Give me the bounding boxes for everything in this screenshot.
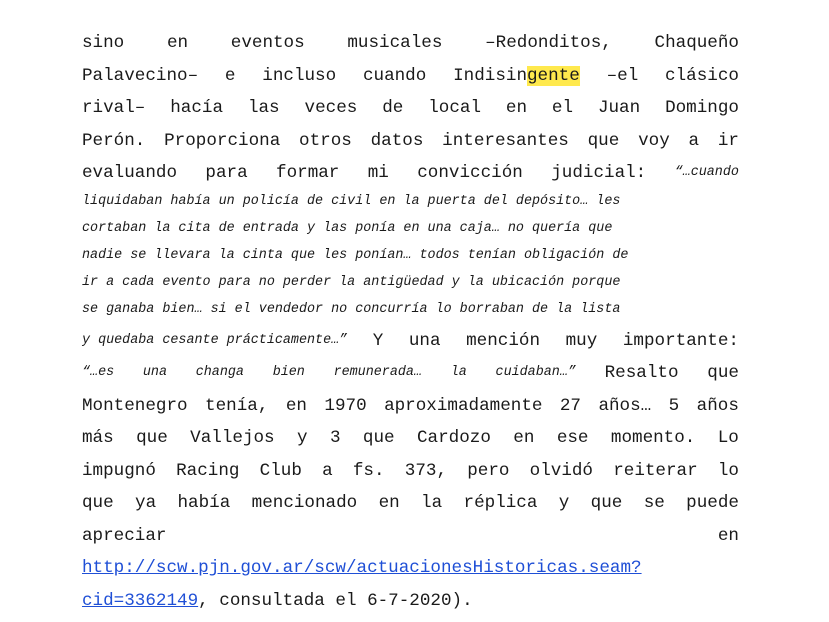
search-highlight: gente bbox=[527, 66, 580, 86]
text-line-2 bbox=[82, 66, 739, 86]
quote-text: nadie se llevara la cinta que les ponían… todos tenían obligación de bbox=[82, 248, 629, 263]
word: Resalto bbox=[604, 363, 679, 383]
word: Juan bbox=[597, 98, 641, 118]
word: en bbox=[285, 396, 307, 416]
word: Chaqueño bbox=[654, 33, 739, 53]
word: convicción bbox=[417, 163, 523, 183]
word: puede bbox=[686, 493, 739, 513]
quote-word: remunerada… bbox=[333, 365, 422, 380]
word: a bbox=[688, 131, 700, 151]
quote-line-2 bbox=[82, 219, 739, 239]
text-line-19 bbox=[82, 591, 739, 611]
word: a bbox=[322, 461, 333, 481]
word: tenía, bbox=[205, 396, 269, 416]
word: y bbox=[297, 428, 308, 448]
word: y bbox=[558, 493, 570, 513]
quote-word: changa bbox=[195, 365, 244, 380]
text-line-11 bbox=[82, 331, 739, 351]
word: ir bbox=[717, 131, 739, 151]
word: 373, bbox=[404, 461, 447, 481]
word: muy bbox=[565, 331, 598, 351]
word: en bbox=[166, 33, 189, 53]
word: Proporciona bbox=[164, 131, 281, 151]
word: lo bbox=[717, 461, 739, 481]
word: formar bbox=[276, 163, 340, 183]
word: Palavecino– bbox=[82, 66, 199, 86]
word: Y bbox=[372, 331, 384, 351]
word: para bbox=[205, 163, 248, 183]
word: judicial: bbox=[551, 163, 647, 183]
word: en bbox=[717, 526, 739, 546]
word: e bbox=[224, 66, 236, 86]
word: olvidó bbox=[529, 461, 593, 481]
quote-word: bien bbox=[272, 365, 305, 380]
quote-word: “…cuando bbox=[674, 165, 739, 180]
quote-word: “…es bbox=[82, 365, 115, 380]
quote-line-4 bbox=[82, 273, 739, 293]
word: en bbox=[378, 493, 400, 513]
word: otros bbox=[299, 131, 352, 151]
word: clásico bbox=[665, 66, 739, 86]
text-line-3 bbox=[82, 98, 739, 118]
word: el bbox=[551, 98, 574, 118]
text-line-15 bbox=[82, 461, 739, 481]
word: la bbox=[421, 493, 443, 513]
word: Cardozo bbox=[417, 428, 491, 448]
text-line-1 bbox=[82, 33, 739, 53]
word: que bbox=[136, 428, 168, 448]
word: fs. bbox=[352, 461, 385, 481]
word: que bbox=[590, 493, 623, 513]
word: aproximadamente bbox=[384, 396, 543, 416]
word: en bbox=[505, 98, 528, 118]
word: de bbox=[382, 98, 404, 118]
word: mención bbox=[466, 331, 541, 351]
quote-word: una bbox=[142, 365, 167, 380]
text-line-13 bbox=[82, 396, 739, 416]
word: sino bbox=[82, 33, 125, 53]
quote-text: liquidaban había un policía de civil en la puerta del depósito… les bbox=[82, 194, 621, 209]
word: impugnó bbox=[82, 461, 156, 481]
word: importante: bbox=[622, 331, 739, 351]
word-highlighted bbox=[453, 66, 580, 86]
word: réplica bbox=[463, 493, 538, 513]
word: había bbox=[177, 493, 231, 513]
word: que bbox=[587, 131, 620, 151]
text-line-12 bbox=[82, 363, 739, 383]
word: años bbox=[696, 396, 739, 416]
word: años… bbox=[598, 396, 652, 416]
quote-line-1 bbox=[82, 192, 739, 212]
word-part: Indisin bbox=[453, 66, 527, 86]
word: se bbox=[643, 493, 665, 513]
word: ya bbox=[135, 493, 157, 513]
word: pero bbox=[467, 461, 510, 481]
word: una bbox=[408, 331, 441, 351]
word: eventos bbox=[230, 33, 305, 53]
quote-text: cortaban la cita de entrada y las ponía en una caja… no quería que bbox=[82, 221, 613, 236]
word: que bbox=[362, 428, 395, 448]
text-line-16 bbox=[82, 493, 739, 513]
word: las bbox=[247, 98, 280, 118]
word: local bbox=[428, 98, 482, 118]
text-line-17 bbox=[82, 526, 739, 546]
word: 5 bbox=[668, 396, 680, 416]
quote-word: cuidaban…” bbox=[495, 365, 576, 380]
word: –Redonditos, bbox=[485, 33, 612, 53]
word: voy bbox=[638, 131, 670, 151]
word: apreciar bbox=[82, 526, 167, 546]
word: Perón. bbox=[82, 131, 146, 151]
quote-line-5 bbox=[82, 300, 739, 320]
quote-line-3 bbox=[82, 246, 739, 266]
word: 27 bbox=[559, 396, 581, 416]
word: mencionado bbox=[251, 493, 358, 513]
quote-text: y quedaba cesante prácticamente…” bbox=[82, 333, 348, 348]
word: 3 bbox=[329, 428, 341, 448]
word: que bbox=[707, 363, 739, 383]
text-line-18 bbox=[82, 558, 739, 578]
word: hacía bbox=[170, 98, 224, 118]
text-line-5 bbox=[82, 163, 739, 183]
word: Vallejos bbox=[190, 428, 275, 448]
word: ese bbox=[556, 428, 589, 448]
word: momento. bbox=[610, 428, 696, 448]
word: rival– bbox=[82, 98, 146, 118]
word: mi bbox=[367, 163, 389, 183]
word: Club bbox=[259, 461, 302, 481]
word: Racing bbox=[176, 461, 240, 481]
word: más bbox=[82, 428, 114, 448]
quote-text: ir a cada evento para no perder la antigüedad y la ubicación porque bbox=[82, 275, 621, 290]
text-line-14 bbox=[82, 428, 739, 448]
word: 1970 bbox=[324, 396, 367, 416]
url-link[interactable]: http://scw.pjn.gov.ar/scw/actuacionesHistoricas.seam? bbox=[82, 558, 642, 578]
quote-text: se ganaba bien… si el vendedor no concurría lo borraban de la lista bbox=[82, 302, 621, 317]
word: Lo bbox=[717, 428, 739, 448]
word: que bbox=[82, 493, 114, 513]
word: –el bbox=[606, 66, 639, 86]
word: Domingo bbox=[665, 98, 739, 118]
quote-word: la bbox=[450, 365, 467, 380]
word: en bbox=[513, 428, 535, 448]
word: evaluando bbox=[82, 163, 178, 183]
word: datos bbox=[370, 131, 424, 151]
word: veces bbox=[304, 98, 358, 118]
citation-date-text: , consultada el 6-7-2020). bbox=[198, 591, 473, 611]
text-line-4 bbox=[82, 131, 739, 151]
url-link-continued[interactable]: cid=3362149 bbox=[82, 591, 199, 611]
word: incluso bbox=[262, 66, 337, 86]
word: reiterar bbox=[613, 461, 698, 481]
word: cuando bbox=[362, 66, 427, 86]
word: interesantes bbox=[442, 131, 569, 151]
word: musicales bbox=[347, 33, 443, 53]
word: Montenegro bbox=[82, 396, 188, 416]
